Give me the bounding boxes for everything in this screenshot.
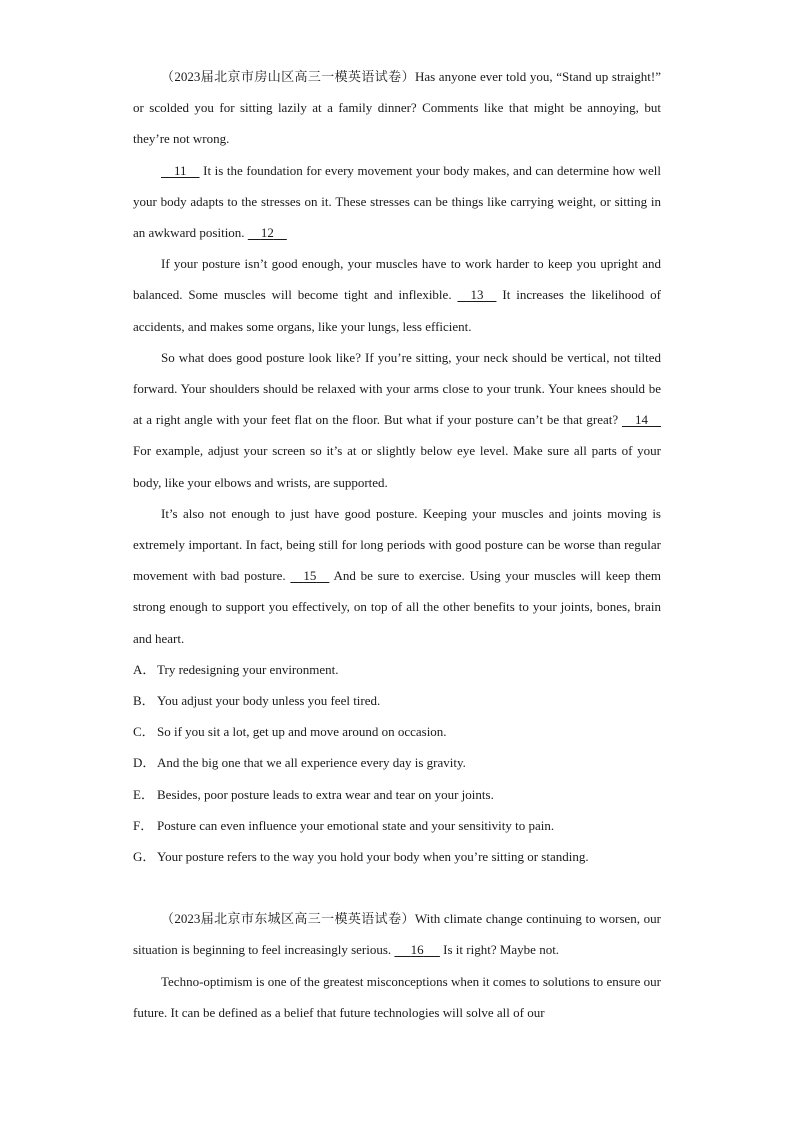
option-text: You adjust your body unless you feel tired. [157, 693, 381, 709]
blank-12-number: 12 [260, 225, 274, 241]
blank-15 [290, 560, 329, 591]
blank-12 [248, 217, 287, 248]
option-c [133, 716, 661, 747]
passage1-paragraph-2 [133, 155, 661, 249]
passage1-paragraph-4-text-2: For example, adjust your screen so it’s at or slightly below eye level. Make sure all parts of your body, like your elbows and wrists, are supported. [133, 443, 661, 490]
option-g [133, 841, 661, 872]
blank-16-number: 16 [410, 942, 424, 958]
section-spacer [133, 872, 661, 903]
passage2-intro-text-1: With climate change continuing to worsen, our situation is beginning to feel increasingly serious. [133, 911, 661, 958]
option-letter: E． [133, 786, 154, 802]
option-f [133, 810, 661, 841]
passage1-paragraph-2-text: It is the foundation for every movement your body makes, and can determine how well your body adapts to the stresses on it. These stresses can be things like carrying weight, or sitting in an awkward position. [133, 162, 661, 241]
option-a [133, 654, 661, 685]
option-text: Try redesigning your environment. [157, 661, 339, 677]
passage1-intro [133, 61, 661, 155]
blank-13-number: 13 [470, 287, 484, 303]
answer-options [133, 654, 661, 872]
option-d [133, 747, 661, 778]
passage1-paragraph-5 [133, 498, 661, 654]
passage1-paragraph-5-text-2: And be sure to exercise. Using your muscles will keep them strong enough to support you effectively, on top of all the other benefits to your joints, bones, brain and heart. [133, 568, 661, 646]
passage1-paragraph-4-text-1: So what does good posture look like? If you’re sitting, your neck should be vertical, not tilted forward. Your shoulders should be relaxed with your arms close to your trunk. Your knees should be at a right angle with your feet flat on the floor. But what if your posture can’t be that great? [133, 349, 661, 428]
blank-14 [622, 404, 661, 435]
blank-16 [394, 934, 440, 965]
passage1-paragraph-3-text-1: If your posture isn’t good enough, your muscles have to work harder to keep you upright and balanced. Some muscles will become tight and inflexible. [133, 256, 661, 303]
passage1-paragraph-4 [133, 342, 661, 498]
option-letter: G． [133, 849, 156, 865]
blank-13 [457, 279, 496, 310]
option-text: Besides, poor posture leads to extra wear and tear on your joints. [157, 786, 494, 802]
blank-15-number: 15 [303, 568, 317, 584]
option-text: And the big one that we all experience every day is gravity. [157, 755, 466, 771]
passage1-paragraph-3 [133, 248, 661, 342]
passage2-source: （2023届北京市东城区高三一模英语试卷） [161, 911, 415, 927]
option-letter: D． [133, 755, 156, 771]
passage1-paragraph-3-text-2: It increases the likelihood of accidents, and makes some organs, like your lungs, less efficient. [133, 287, 661, 334]
option-letter: F． [133, 817, 154, 833]
option-text: Posture can even influence your emotional state and your sensitivity to pain. [157, 817, 555, 833]
document-page [133, 61, 661, 1028]
blank-11-number: 11 [174, 162, 187, 178]
option-letter: B． [133, 693, 155, 709]
option-e [133, 779, 661, 810]
passage2-intro [133, 903, 661, 965]
passage2-intro-text-2: Is it right? Maybe not. [439, 942, 560, 958]
passage1-intro-text: Has anyone ever told you, “Stand up straight!” or scolded you for sitting lazily at a family dinner? Comments like that might be annoying, but they’re not wrong. [133, 69, 661, 147]
option-text: So if you sit a lot, get up and move around on occasion. [157, 724, 447, 740]
passage1-paragraph-5-text-1: It’s also not enough to just have good posture. Keeping your muscles and joints moving is extremely important. In fact, being still for long periods with good posture can be worse than regular movement with bad posture. [133, 505, 661, 584]
option-letter: C． [133, 724, 155, 740]
passage2-paragraph-2: Techno-optimism is one of the greatest misconceptions when it comes to solutions to ensure our future. It can be defined as a belief that future technologies will solve all of our [133, 973, 661, 1020]
passage1-source: （2023届北京市房山区高三一模英语试卷） [161, 69, 415, 84]
blank-14-number: 14 [635, 412, 648, 428]
blank-11 [161, 155, 200, 186]
option-text: Your posture refers to the way you hold your body when you’re sitting or standing. [157, 849, 589, 865]
option-letter: A． [133, 661, 156, 677]
option-b [133, 685, 661, 716]
